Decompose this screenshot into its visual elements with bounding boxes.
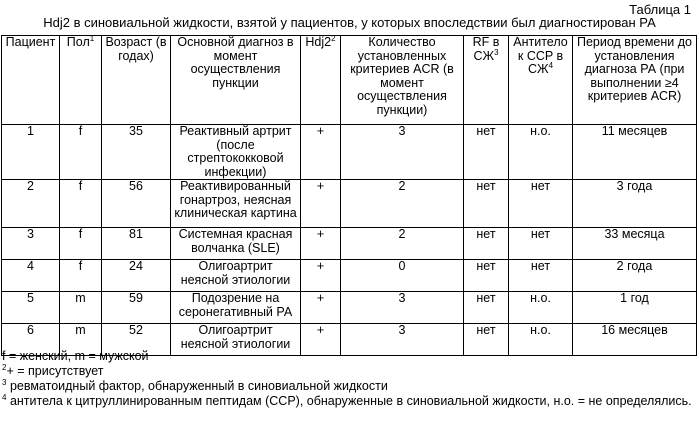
cell-sex: f <box>60 180 102 228</box>
footnote-2-mark: 2 <box>2 363 7 372</box>
cell-diagnosis: Реактивированный гонартроз, неясная клиническая картина <box>171 180 301 228</box>
header-acr: Количество установленных критериев ACR (в момент осуществления пункции) <box>341 36 464 125</box>
footnotes <box>2 349 697 409</box>
cell-patient: 2 <box>2 180 60 228</box>
header-sex-sup: 1 <box>89 34 95 43</box>
cell-period: 33 месяца <box>573 228 697 260</box>
header-row <box>2 36 697 125</box>
cell-hdj2: + <box>301 180 341 228</box>
cell-sex: f <box>60 260 102 292</box>
cell-patient: 3 <box>2 228 60 260</box>
cell-period: 3 года <box>573 180 697 228</box>
header-sex: Пол$^1$ <box>60 36 102 125</box>
footnote-4: $^4$ антитела к цитруллинированным пептидам (CCP), обнаруженные в синовиальной жидкости, н.о. = не определялись. <box>2 393 692 408</box>
cell-age: 52 <box>102 324 171 356</box>
cell-period: 1 год <box>573 292 697 324</box>
cell-acr: 3 <box>341 125 464 180</box>
cell-hdj2: + <box>301 125 341 180</box>
cell-rf: нет <box>464 324 509 356</box>
header-patient: Пациент <box>2 36 60 125</box>
cell-acr: 2 <box>341 228 464 260</box>
cell-rf: нет <box>464 125 509 180</box>
cell-patient: 5 <box>2 292 60 324</box>
cell-hdj2: + <box>301 260 341 292</box>
footnote-3: $^3$ ревматоидный фактор, обнаруженный в синовиальной жидкости <box>2 378 388 393</box>
table-row <box>2 292 697 324</box>
cell-age: 24 <box>102 260 171 292</box>
header-hdj2: $Hdj2^2$ <box>301 36 341 125</box>
header-age: Возраст (в годах) <box>102 36 171 125</box>
header-rf: RF в $СЖ^3$ <box>464 36 509 125</box>
table-row <box>2 260 697 292</box>
cell-age: 56 <box>102 180 171 228</box>
cell-sex: f <box>60 125 102 180</box>
cell-diagnosis: Реактивный артрит (после стрептококковой инфекции) <box>171 125 301 180</box>
cell-hdj2: + <box>301 324 341 356</box>
table-row <box>2 180 697 228</box>
cell-patient: 6 <box>2 324 60 356</box>
cell-diagnosis: Олигоартрит неясной этиологии <box>171 324 301 356</box>
cell-acr: 3 <box>341 324 464 356</box>
cell-patient: 4 <box>2 260 60 292</box>
header-diagnosis: Основной диагноз в момент осуществления пункции <box>171 36 301 125</box>
cell-age: 59 <box>102 292 171 324</box>
cell-period: 16 месяцев <box>573 324 697 356</box>
cell-ccp: н.о. <box>509 324 573 356</box>
header-hdj2-sup: 2 <box>331 34 336 43</box>
cell-period: 2 года <box>573 260 697 292</box>
table-row <box>2 228 697 260</box>
footnote-3-mark: 3 <box>2 378 7 387</box>
table-caption: Hdj2 в синовиальной жидкости, взятой у пациентов, у которых впоследствии был диагностирован РА <box>43 15 656 30</box>
cell-patient: 1 <box>2 125 60 180</box>
footnote-4-mark: 4 <box>2 393 7 402</box>
cell-period: 11 месяцев <box>573 125 697 180</box>
cell-hdj2: + <box>301 292 341 324</box>
cell-rf: нет <box>464 260 509 292</box>
footnote-1: f = женский, m = мужской <box>2 349 149 363</box>
cell-acr: 2 <box>341 180 464 228</box>
cell-rf: нет <box>464 180 509 228</box>
cell-sex: m <box>60 324 102 356</box>
cell-rf: нет <box>464 228 509 260</box>
patients-table <box>1 35 697 356</box>
header-ccp: Антитело к CCP в $СЖ^4$ <box>509 36 573 125</box>
cell-ccp: н.о. <box>509 292 573 324</box>
cell-ccp: нет <box>509 180 573 228</box>
cell-hdj2: + <box>301 228 341 260</box>
cell-diagnosis: Подозрение на серонегативный РА <box>171 292 301 324</box>
cell-diagnosis: Олигоартрит неясной этиологии <box>171 260 301 292</box>
cell-acr: 3 <box>341 292 464 324</box>
footnote-2: $^2$+ = присутствует <box>2 363 104 378</box>
table-row <box>2 125 697 180</box>
cell-acr: 0 <box>341 260 464 292</box>
cell-ccp: нет <box>509 260 573 292</box>
cell-age: 81 <box>102 228 171 260</box>
cell-ccp: н.о. <box>509 125 573 180</box>
header-ccp-sup: 4 <box>548 61 554 70</box>
header-period: Период времени до установления диагноза РА (при выполнении ≥4 критериев ACR) <box>573 36 697 125</box>
header-rf-sup: 3 <box>494 47 499 57</box>
cell-rf: нет <box>464 292 509 324</box>
cell-sex: f <box>60 228 102 260</box>
cell-diagnosis: Системная красная волчанка (SLE) <box>171 228 301 260</box>
cell-sex: m <box>60 292 102 324</box>
table-label: Таблица 1 <box>629 2 691 17</box>
cell-age: 35 <box>102 125 171 180</box>
cell-ccp: нет <box>509 228 573 260</box>
